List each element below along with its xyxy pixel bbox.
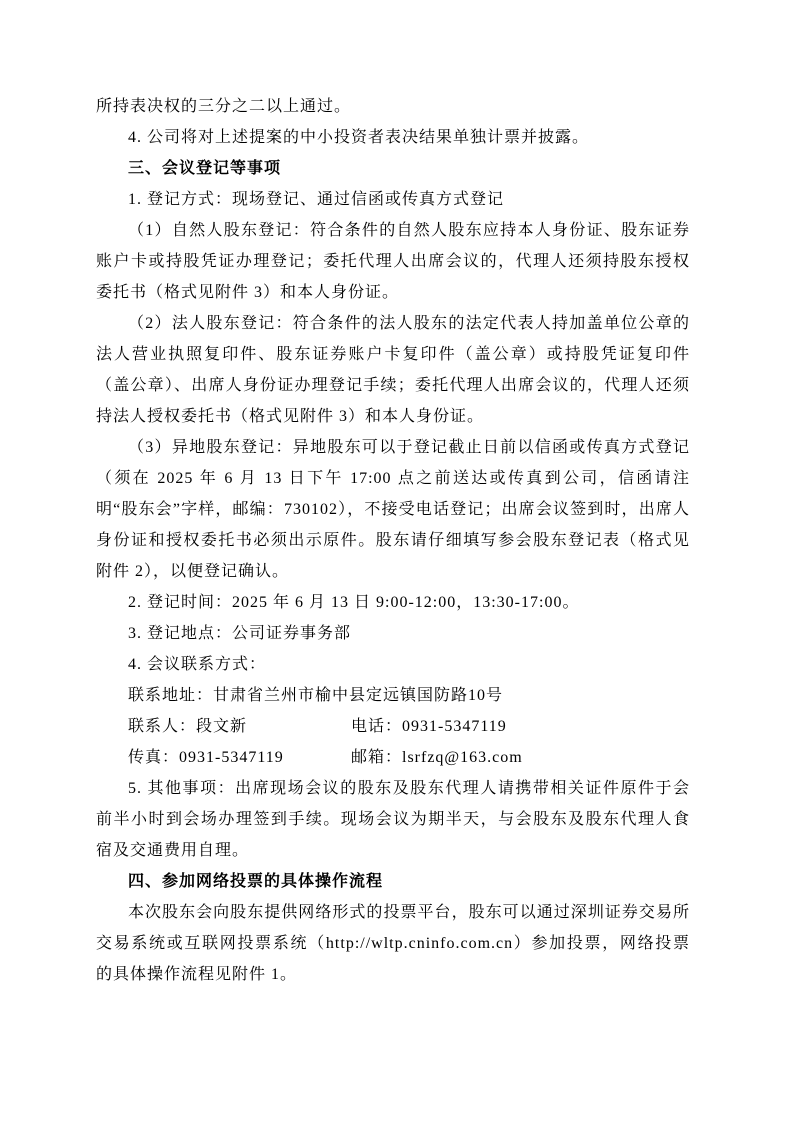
paragraph: （2）法人股东登记：符合条件的法人股东的法定代表人持加盖单位公章的法人营业执照复印件、股东证券账户卡复印件（盖公章）或持股凭证复印件（盖公章）、出席人身份证办理登记手续；委托代理人出席会议的，代理人还须持法人授权委托书（格式见附件 3）和本人身份证。 xyxy=(96,315,690,425)
paragraph: （3）异地股东登记：异地股东可以于登记截止日前以信函或传真方式登记（须在 2025 年 6 月 13 日下午 17:00 点之前送达或传真到公司，信函请注明“股东会”字样，邮编：730102），不接受电话登记；出席会议签到时，出席人身份证和授权委托书必须出示原件。股东请仔细填写参会股东登记表（格式见附件 2），以便登记确认。 xyxy=(96,439,690,580)
paragraph: 1. 登记方式：现场登记、通过信函或传真方式登记 xyxy=(128,191,505,208)
paragraph: （1）自然人股东登记：符合条件的自然人股东应持本人身份证、股东证券账户卡或持股凭证办理登记；委托代理人出席会议的，代理人还须持股东授权委托书（格式见附件 3）和本人身份证。 xyxy=(96,222,690,301)
contact-col1: 传真：0931-5347119 xyxy=(128,749,284,766)
contact-col1: 联系人：段文新 xyxy=(128,718,248,735)
section-heading: 三、会议登记等事项 xyxy=(128,160,282,177)
paragraph: 3. 登记地点：公司证券事务部 xyxy=(128,625,352,642)
paragraph: 2. 登记时间：2025 年 6 月 13 日 9:00-12:00，13:30-17:00。 xyxy=(128,594,580,611)
section-heading: 四、参加网络投票的具体操作流程 xyxy=(128,873,384,890)
paragraph: 联系地址：甘肃省兰州市榆中县定远镇国防路10号 xyxy=(128,687,504,704)
contact-col2: 邮箱：lsrfzq@163.com xyxy=(351,749,523,766)
document-content xyxy=(96,91,690,990)
contact-row xyxy=(96,742,690,773)
contact-row xyxy=(96,711,690,742)
paragraph: 5. 其他事项：出席现场会议的股东及股东代理人请携带相关证件原件于会前半小时到会场办理签到手续。现场会议为期半天，与会股东及股东代理人食宿及交通费用自理。 xyxy=(96,780,690,859)
paragraph: 4. 公司将对上述提案的中小投资者表决结果单独计票并披露。 xyxy=(128,129,590,146)
paragraph: 4. 会议联系方式： xyxy=(128,656,267,673)
paragraph: 本次股东会向股东提供网络形式的投票平台，股东可以通过深圳证券交易所交易系统或互联网投票系统（http://wltp.cninfo.com.cn）参加投票，网络投票的具体操作流程见附件 1。 xyxy=(96,904,690,983)
contact-col2: 电话：0931-5347119 xyxy=(351,718,507,735)
paragraph: 所持表决权的三分之二以上通过。 xyxy=(96,98,352,115)
